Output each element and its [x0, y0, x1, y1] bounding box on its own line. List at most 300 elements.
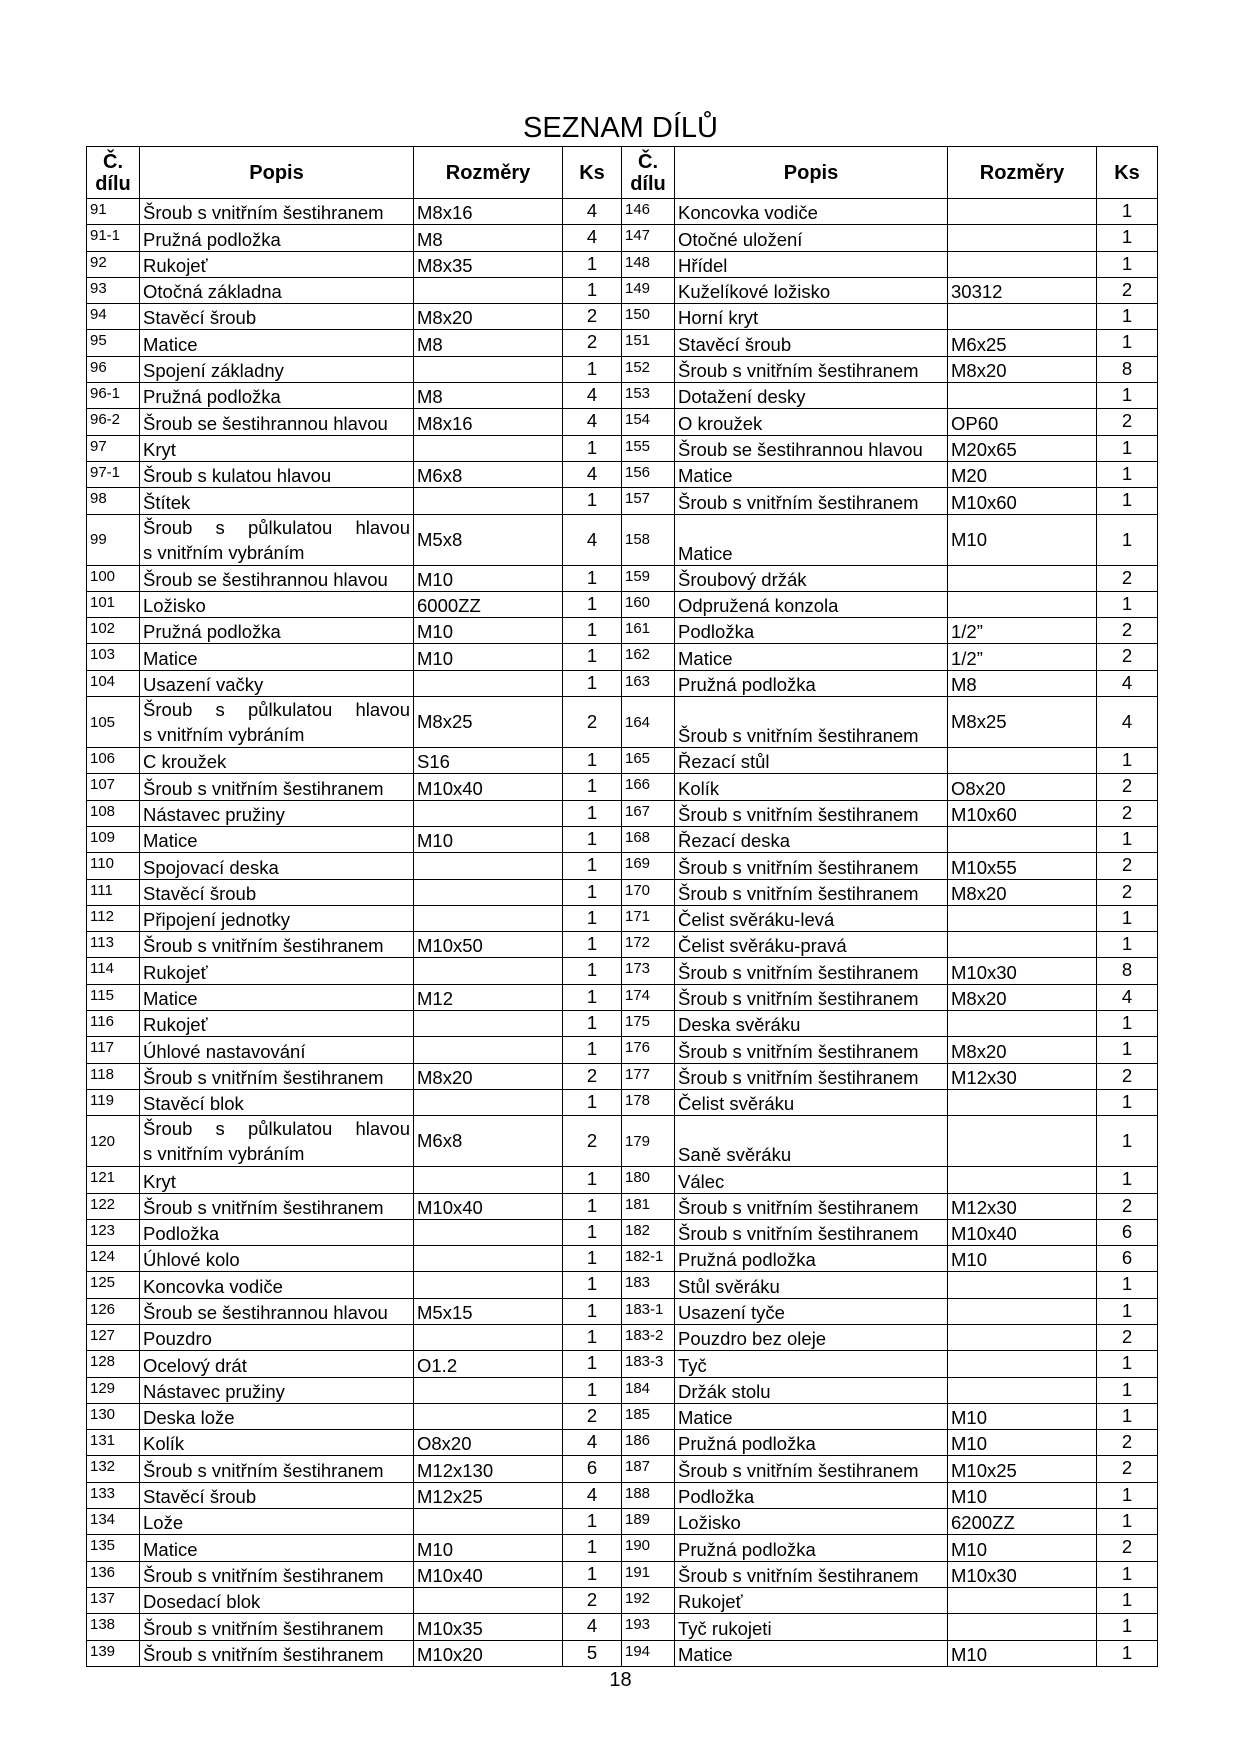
- part-number: 188: [622, 1482, 675, 1508]
- part-description: Šroub se šestihrannou hlavou: [140, 409, 414, 435]
- part-dimensions: [948, 1298, 1097, 1324]
- part-description: Horní kryt: [675, 304, 948, 330]
- part-quantity: 2: [1097, 1193, 1158, 1219]
- table-row: [87, 1011, 1158, 1037]
- part-description: Rukojeť: [675, 1587, 948, 1613]
- part-quantity: 4: [563, 1430, 622, 1456]
- part-description: Čelist svěráku: [675, 1089, 948, 1115]
- part-description: Šroub s vnitřním šestihranem: [140, 1640, 414, 1666]
- part-number: 169: [622, 853, 675, 879]
- part-number: 133: [87, 1482, 140, 1508]
- part-number: 116: [87, 1011, 140, 1037]
- part-dimensions: [414, 879, 563, 905]
- part-number: 170: [622, 879, 675, 905]
- part-number: 156: [622, 461, 675, 487]
- part-description: Otočné uložení: [675, 225, 948, 251]
- table-row: [87, 277, 1158, 303]
- part-quantity: 1: [1097, 304, 1158, 330]
- part-number: 157: [622, 488, 675, 514]
- table-row: [87, 330, 1158, 356]
- table-row: [87, 1089, 1158, 1115]
- part-description: Šroub s vnitřním šestihranem: [140, 199, 414, 225]
- part-quantity: 6: [563, 1456, 622, 1482]
- part-quantity: 6: [1097, 1219, 1158, 1245]
- part-quantity: 1: [1097, 826, 1158, 852]
- table-row: [87, 800, 1158, 826]
- part-number: 148: [622, 251, 675, 277]
- part-description: Šroub s vnitřním šestihranem: [675, 1037, 948, 1063]
- part-quantity: 1: [1097, 1167, 1158, 1193]
- part-dimensions: M8: [948, 670, 1097, 696]
- part-number: 97: [87, 435, 140, 461]
- part-quantity: 1: [1097, 488, 1158, 514]
- part-description: Lože: [140, 1509, 414, 1535]
- part-number: 119: [87, 1089, 140, 1115]
- part-number: 181: [622, 1193, 675, 1219]
- part-dimensions: M10: [414, 1535, 563, 1561]
- part-quantity: 2: [563, 304, 622, 330]
- part-dimensions: M10x40: [414, 774, 563, 800]
- part-quantity: 1: [1097, 591, 1158, 617]
- part-dimensions: [948, 251, 1097, 277]
- part-quantity: 2: [1097, 800, 1158, 826]
- part-description: Kryt: [140, 1167, 414, 1193]
- part-number: 177: [622, 1063, 675, 1089]
- part-quantity: 1: [1097, 514, 1158, 565]
- part-number: 96: [87, 356, 140, 382]
- parts-table-body: [87, 199, 1158, 1667]
- part-description: Šroub s vnitřním šestihranem: [675, 1193, 948, 1219]
- part-quantity: 1: [1097, 1272, 1158, 1298]
- part-number: 175: [622, 1011, 675, 1037]
- part-description: Šroubový držák: [675, 565, 948, 591]
- part-quantity: 4: [563, 199, 622, 225]
- table-row: [87, 1535, 1158, 1561]
- table-row: [87, 1403, 1158, 1429]
- part-number: 131: [87, 1430, 140, 1456]
- part-number: 180: [622, 1167, 675, 1193]
- part-dimensions: M10x60: [948, 488, 1097, 514]
- part-description: Podložka: [675, 1482, 948, 1508]
- part-dimensions: M10: [414, 644, 563, 670]
- table-row: [87, 644, 1158, 670]
- part-description: Válec: [675, 1167, 948, 1193]
- part-number: 187: [622, 1456, 675, 1482]
- part-number: 164: [622, 697, 675, 748]
- part-description: Matice: [140, 1535, 414, 1561]
- part-number: 162: [622, 644, 675, 670]
- part-description: Šroub s vnitřním šestihranem: [675, 984, 948, 1010]
- part-quantity: 1: [563, 826, 622, 852]
- part-dimensions: M6x8: [414, 461, 563, 487]
- table-row: [87, 225, 1158, 251]
- table-row: [87, 461, 1158, 487]
- part-dimensions: [948, 1377, 1097, 1403]
- part-quantity: 2: [1097, 1456, 1158, 1482]
- part-number: 96-1: [87, 383, 140, 409]
- table-row: [87, 958, 1158, 984]
- part-dimensions: M8x35: [414, 251, 563, 277]
- part-dimensions: [948, 1167, 1097, 1193]
- table-row: [87, 853, 1158, 879]
- part-dimensions: M12x30: [948, 1193, 1097, 1219]
- part-description: Dosedací blok: [140, 1587, 414, 1613]
- part-dimensions: M10x60: [948, 800, 1097, 826]
- part-dimensions: S16: [414, 748, 563, 774]
- part-description: Šroub s vnitřním šestihranem: [675, 879, 948, 905]
- part-quantity: 2: [1097, 409, 1158, 435]
- part-number: 158: [622, 514, 675, 565]
- part-quantity: 1: [563, 958, 622, 984]
- part-dimensions: M6x25: [948, 330, 1097, 356]
- part-dimensions: [948, 1351, 1097, 1377]
- part-number: 171: [622, 905, 675, 931]
- part-dimensions: [948, 1614, 1097, 1640]
- table-row: [87, 697, 1158, 748]
- part-quantity: 1: [563, 984, 622, 1010]
- table-row: [87, 1456, 1158, 1482]
- table-row: [87, 251, 1158, 277]
- part-number: 149: [622, 277, 675, 303]
- table-row: [87, 488, 1158, 514]
- table-row: [87, 1614, 1158, 1640]
- part-number: 151: [622, 330, 675, 356]
- part-description: Šroub s vnitřním šestihranem: [675, 697, 948, 748]
- part-dimensions: [414, 356, 563, 382]
- part-number: 189: [622, 1509, 675, 1535]
- part-dimensions: [414, 1587, 563, 1613]
- part-dimensions: O1.2: [414, 1351, 563, 1377]
- part-description: Dotažení desky: [675, 383, 948, 409]
- part-quantity: 1: [563, 565, 622, 591]
- part-quantity: 1: [1097, 1587, 1158, 1613]
- part-dimensions: M10x40: [414, 1193, 563, 1219]
- part-quantity: 1: [1097, 225, 1158, 251]
- part-description: C kroužek: [140, 748, 414, 774]
- part-quantity: 1: [563, 800, 622, 826]
- part-number: 124: [87, 1246, 140, 1272]
- part-quantity: 1: [563, 670, 622, 696]
- part-description: Ložisko: [675, 1509, 948, 1535]
- part-number: 174: [622, 984, 675, 1010]
- part-description: Otočná základna: [140, 277, 414, 303]
- page-title: SEZNAM DÍLŮ: [523, 112, 718, 144]
- part-quantity: 2: [1097, 1324, 1158, 1350]
- part-number: 112: [87, 905, 140, 931]
- part-quantity: 4: [1097, 697, 1158, 748]
- part-number: 120: [87, 1116, 140, 1167]
- part-description: Stůl svěráku: [675, 1272, 948, 1298]
- part-number: 168: [622, 826, 675, 852]
- table-row: [87, 984, 1158, 1010]
- part-quantity: 2: [1097, 853, 1158, 879]
- part-number: 92: [87, 251, 140, 277]
- part-description: Koncovka vodiče: [140, 1272, 414, 1298]
- part-quantity: 2: [563, 330, 622, 356]
- part-number: 108: [87, 800, 140, 826]
- part-dimensions: [948, 199, 1097, 225]
- part-dimensions: M10: [414, 565, 563, 591]
- part-quantity: 1: [1097, 932, 1158, 958]
- part-dimensions: O8x20: [414, 1430, 563, 1456]
- part-description: Šroub s půlkulatou hlavou s vnitřním vybráním: [140, 514, 414, 565]
- part-description: Šroub s vnitřním šestihranem: [675, 1561, 948, 1587]
- part-quantity: 2: [1097, 1535, 1158, 1561]
- part-number: 160: [622, 591, 675, 617]
- part-quantity: 1: [563, 1167, 622, 1193]
- table-row: [87, 304, 1158, 330]
- part-quantity: 4: [1097, 984, 1158, 1010]
- part-dimensions: [948, 1089, 1097, 1115]
- table-row: [87, 514, 1158, 565]
- part-quantity: 1: [563, 1377, 622, 1403]
- part-number: 172: [622, 932, 675, 958]
- table-row: [87, 1587, 1158, 1613]
- part-dimensions: 1/2”: [948, 618, 1097, 644]
- part-number: 100: [87, 565, 140, 591]
- part-quantity: 2: [1097, 618, 1158, 644]
- part-description: Pružná podložka: [675, 670, 948, 696]
- part-description: Připojení jednotky: [140, 905, 414, 931]
- part-number: 104: [87, 670, 140, 696]
- header-description: Popis: [675, 147, 948, 199]
- part-number: 126: [87, 1298, 140, 1324]
- part-number: 183-3: [622, 1351, 675, 1377]
- part-quantity: 2: [1097, 565, 1158, 591]
- part-number: 99: [87, 514, 140, 565]
- part-number: 176: [622, 1037, 675, 1063]
- part-quantity: 1: [1097, 330, 1158, 356]
- part-quantity: 2: [563, 1116, 622, 1167]
- part-number: 183-1: [622, 1298, 675, 1324]
- part-dimensions: [414, 1167, 563, 1193]
- part-description: Pružná podložka: [140, 225, 414, 251]
- part-description: O kroužek: [675, 409, 948, 435]
- part-quantity: 1: [563, 435, 622, 461]
- part-description: Šroub s půlkulatou hlavou s vnitřním vybráním: [140, 697, 414, 748]
- table-row: [87, 565, 1158, 591]
- part-number: 190: [622, 1535, 675, 1561]
- part-number: 138: [87, 1614, 140, 1640]
- part-quantity: 2: [1097, 1063, 1158, 1089]
- part-description: Šroub s vnitřním šestihranem: [140, 1561, 414, 1587]
- part-description: Rukojeť: [140, 251, 414, 277]
- part-description: Šroub se šestihrannou hlavou: [140, 565, 414, 591]
- part-quantity: 1: [563, 644, 622, 670]
- part-quantity: 1: [563, 277, 622, 303]
- part-dimensions: M8x20: [414, 304, 563, 330]
- header-quantity: Ks: [563, 147, 622, 199]
- table-row: [87, 748, 1158, 774]
- part-dimensions: [414, 800, 563, 826]
- part-dimensions: 1/2”: [948, 644, 1097, 670]
- part-description: Matice: [675, 644, 948, 670]
- part-description: Matice: [675, 1640, 948, 1666]
- part-description: Deska svěráku: [675, 1011, 948, 1037]
- part-description: Šroub s vnitřním šestihranem: [675, 958, 948, 984]
- part-description: Matice: [140, 330, 414, 356]
- part-quantity: 1: [563, 1011, 622, 1037]
- part-dimensions: M10x30: [948, 958, 1097, 984]
- part-description: Podložka: [675, 618, 948, 644]
- part-quantity: 1: [563, 1535, 622, 1561]
- part-description: Ložisko: [140, 591, 414, 617]
- table-row: [87, 409, 1158, 435]
- part-number: 111: [87, 879, 140, 905]
- part-number: 137: [87, 1587, 140, 1613]
- part-number: 153: [622, 383, 675, 409]
- part-quantity: 1: [563, 1193, 622, 1219]
- table-row: [87, 356, 1158, 382]
- part-dimensions: M8x20: [948, 879, 1097, 905]
- part-number: 118: [87, 1063, 140, 1089]
- part-number: 183: [622, 1272, 675, 1298]
- header-part-number: Č. dílu: [87, 147, 140, 199]
- part-quantity: 6: [1097, 1246, 1158, 1272]
- part-quantity: 1: [563, 1351, 622, 1377]
- part-dimensions: M12x30: [948, 1063, 1097, 1089]
- part-description: Nástavec pružiny: [140, 1377, 414, 1403]
- part-dimensions: [414, 1219, 563, 1245]
- part-description: Matice: [675, 461, 948, 487]
- part-quantity: 1: [1097, 383, 1158, 409]
- part-number: 186: [622, 1430, 675, 1456]
- table-row: [87, 435, 1158, 461]
- part-description: Matice: [140, 644, 414, 670]
- part-number: 155: [622, 435, 675, 461]
- part-dimensions: M10x25: [948, 1456, 1097, 1482]
- part-description: Rukojeť: [140, 958, 414, 984]
- part-dimensions: [948, 225, 1097, 251]
- table-row: [87, 932, 1158, 958]
- part-number: 103: [87, 644, 140, 670]
- part-quantity: 4: [563, 461, 622, 487]
- part-dimensions: M10x50: [414, 932, 563, 958]
- part-quantity: 1: [563, 488, 622, 514]
- part-dimensions: O8x20: [948, 774, 1097, 800]
- part-dimensions: M20x65: [948, 435, 1097, 461]
- part-dimensions: M20: [948, 461, 1097, 487]
- part-quantity: 4: [563, 383, 622, 409]
- part-dimensions: 6000ZZ: [414, 591, 563, 617]
- part-quantity: 2: [563, 697, 622, 748]
- part-quantity: 1: [563, 932, 622, 958]
- part-description: Šroub s vnitřním šestihranem: [675, 1456, 948, 1482]
- part-description: Pouzdro bez oleje: [675, 1324, 948, 1350]
- part-number: 152: [622, 356, 675, 382]
- table-row: [87, 1351, 1158, 1377]
- part-description: Stavěcí šroub: [140, 1482, 414, 1508]
- part-dimensions: [948, 1272, 1097, 1298]
- part-dimensions: M10: [948, 1640, 1097, 1666]
- part-quantity: 4: [1097, 670, 1158, 696]
- part-quantity: 1: [1097, 1037, 1158, 1063]
- part-number: 179: [622, 1116, 675, 1167]
- part-number: 161: [622, 618, 675, 644]
- part-dimensions: M8x20: [948, 1037, 1097, 1063]
- part-quantity: 5: [563, 1640, 622, 1666]
- part-quantity: 1: [563, 251, 622, 277]
- part-description: Stavěcí šroub: [675, 330, 948, 356]
- part-quantity: 1: [1097, 748, 1158, 774]
- part-description: Kolík: [140, 1430, 414, 1456]
- part-number: 154: [622, 409, 675, 435]
- part-number: 127: [87, 1324, 140, 1350]
- part-number: 98: [87, 488, 140, 514]
- part-dimensions: [948, 748, 1097, 774]
- part-dimensions: [948, 1011, 1097, 1037]
- part-quantity: 2: [563, 1403, 622, 1429]
- part-number: 192: [622, 1587, 675, 1613]
- part-description: Usazení tyče: [675, 1298, 948, 1324]
- part-dimensions: M10: [948, 1403, 1097, 1429]
- table-header-row: [87, 147, 1158, 199]
- part-quantity: 1: [563, 591, 622, 617]
- table-row: [87, 199, 1158, 225]
- part-dimensions: M10: [948, 1482, 1097, 1508]
- part-dimensions: [948, 591, 1097, 617]
- part-description: Koncovka vodiče: [675, 199, 948, 225]
- part-quantity: 1: [563, 905, 622, 931]
- part-number: 134: [87, 1509, 140, 1535]
- part-description: Stavěcí šroub: [140, 304, 414, 330]
- part-quantity: 1: [563, 748, 622, 774]
- part-description: Matice: [140, 826, 414, 852]
- part-quantity: 1: [563, 1324, 622, 1350]
- table-row: [87, 1509, 1158, 1535]
- part-dimensions: M8x20: [948, 356, 1097, 382]
- part-quantity: 2: [563, 1063, 622, 1089]
- part-number: 184: [622, 1377, 675, 1403]
- part-description: Pružná podložka: [675, 1246, 948, 1272]
- part-number: 173: [622, 958, 675, 984]
- part-number: 132: [87, 1456, 140, 1482]
- part-number: 121: [87, 1167, 140, 1193]
- part-description: Rukojeť: [140, 1011, 414, 1037]
- table-row: [87, 618, 1158, 644]
- part-dimensions: [414, 1089, 563, 1115]
- part-quantity: 2: [1097, 1430, 1158, 1456]
- part-dimensions: M10x40: [414, 1561, 563, 1587]
- part-number: 130: [87, 1403, 140, 1429]
- part-number: 178: [622, 1089, 675, 1115]
- part-number: 191: [622, 1561, 675, 1587]
- part-dimensions: M10: [414, 618, 563, 644]
- part-dimensions: 30312: [948, 277, 1097, 303]
- table-row: [87, 383, 1158, 409]
- part-number: 109: [87, 826, 140, 852]
- table-row: [87, 1298, 1158, 1324]
- part-description: Čelist svěráku-levá: [675, 905, 948, 931]
- part-dimensions: M8x25: [414, 697, 563, 748]
- part-quantity: 1: [1097, 1403, 1158, 1429]
- part-dimensions: [414, 1509, 563, 1535]
- part-dimensions: M10: [948, 1535, 1097, 1561]
- table-row: [87, 1219, 1158, 1245]
- part-dimensions: [948, 383, 1097, 409]
- part-description: Deska lože: [140, 1403, 414, 1429]
- table-row: [87, 1037, 1158, 1063]
- table-row: [87, 774, 1158, 800]
- part-dimensions: [414, 670, 563, 696]
- part-description: Podložka: [140, 1219, 414, 1245]
- part-quantity: 1: [1097, 1351, 1158, 1377]
- part-quantity: 1: [1097, 435, 1158, 461]
- part-dimensions: M10: [414, 826, 563, 852]
- part-quantity: 1: [1097, 1561, 1158, 1587]
- part-number: 117: [87, 1037, 140, 1063]
- part-quantity: 4: [563, 409, 622, 435]
